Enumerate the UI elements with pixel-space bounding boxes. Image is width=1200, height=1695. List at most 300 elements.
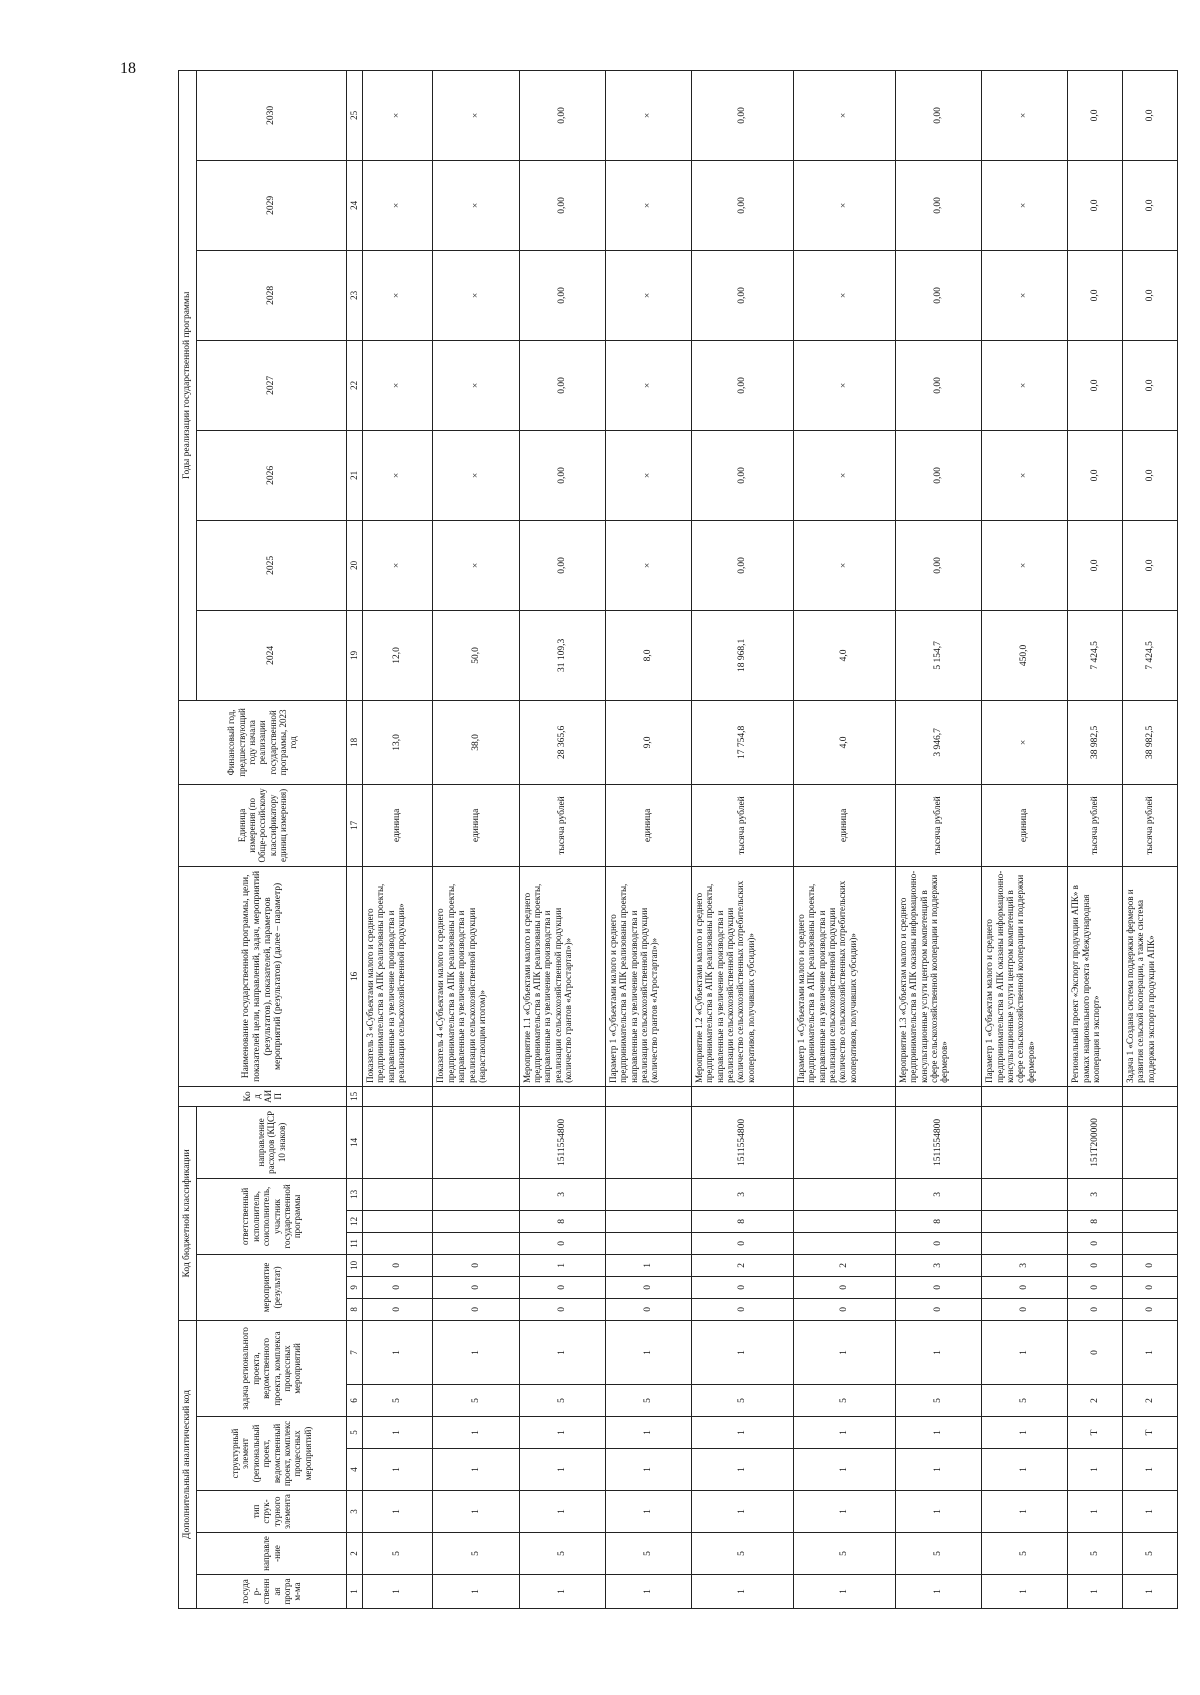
header-unit: Единица измерения (по Обще-российскому классификатору единиц измерения) [179, 784, 347, 866]
row-year-value: 8,0 [605, 610, 691, 700]
row-unit: единица [433, 784, 519, 866]
code-cell: 0 [519, 1298, 605, 1320]
code-cell: 5 [794, 1385, 896, 1417]
col-number: 5 [347, 1417, 363, 1449]
header-year-2027: 2027 [197, 340, 347, 430]
code-cell [519, 1086, 605, 1106]
code-cell [363, 1086, 433, 1106]
header-struct-element: структурный элемент (региональный проект, ведомственный проект, комплекс процессных мероприятий) [197, 1417, 347, 1491]
code-cell [433, 1086, 519, 1106]
row-year-value: 0,0 [1068, 70, 1123, 160]
row-year-value: 0,0 [1123, 520, 1178, 610]
code-cell: 5 [519, 1533, 605, 1575]
code-cell: 5 [605, 1533, 691, 1575]
table-row [794, 70, 896, 1608]
code-cell [692, 1086, 794, 1106]
header-year-2025: 2025 [197, 520, 347, 610]
row-year-value: 0,0 [1123, 160, 1178, 250]
code-cell: 1 [519, 1417, 605, 1449]
code-cell: 0 [363, 1298, 433, 1320]
code-cell: 5 [519, 1385, 605, 1417]
code-cell [982, 1210, 1068, 1232]
code-cell: 0 [433, 1298, 519, 1320]
code-cell [433, 1232, 519, 1254]
row-year-value: × [433, 70, 519, 160]
row-year-value: × [363, 160, 433, 250]
row-year-value: × [605, 430, 691, 520]
row-name: Мероприятие 1.2 «Субъектами малого и среднего предпринимательства в АПК реализованы проекты, направленные на увеличение производства и реализации сельскохозяйственной продукции (количество сельскохозяйственных потребительских кооперативов, получивших субсидии)» [692, 866, 794, 1086]
code-cell [433, 1178, 519, 1210]
row-year-value: 0,00 [519, 70, 605, 160]
code-cell: 1 [519, 1491, 605, 1533]
table-row [433, 70, 519, 1608]
code-cell [363, 1232, 433, 1254]
code-cell: 1 [794, 1491, 896, 1533]
row-year-value: 0,0 [1068, 250, 1123, 340]
code-cell: 1 [982, 1320, 1068, 1384]
code-cell: 0 [794, 1276, 896, 1298]
row-year-value: 0,00 [519, 340, 605, 430]
header-executor: ответственный исполнитель, соисполнитель, участник государственной программы [197, 1178, 347, 1254]
row-year-value: × [982, 340, 1068, 430]
code-cell: 1 [433, 1575, 519, 1609]
row-year-value: 0,00 [692, 430, 794, 520]
row-year-value: × [982, 520, 1068, 610]
code-cell: 3 [519, 1178, 605, 1210]
code-cell: 5 [433, 1533, 519, 1575]
row-year-value: 0,0 [1123, 340, 1178, 430]
code-cell [794, 1232, 896, 1254]
row-year-value: 0,0 [1068, 520, 1123, 610]
table-row [605, 70, 691, 1608]
code-cell: 5 [433, 1385, 519, 1417]
code-cell: 2 [692, 1254, 794, 1276]
code-cell: 3 [895, 1178, 981, 1210]
row-year-value: 18 968,1 [692, 610, 794, 700]
code-cell [1123, 1232, 1178, 1254]
code-cell: 8 [1068, 1210, 1123, 1232]
code-cell: 1 [982, 1491, 1068, 1533]
code-cell: 1 [794, 1320, 896, 1384]
code-cell [982, 1232, 1068, 1254]
row-year-value: 0,00 [692, 520, 794, 610]
code-cell: 1 [692, 1417, 794, 1449]
row-year-value: × [794, 160, 896, 250]
col-number: 18 [347, 700, 363, 784]
header-group-budget: Код бюджетной классификации [179, 1106, 197, 1320]
code-cell [794, 1178, 896, 1210]
row-year-value: × [433, 430, 519, 520]
code-cell: 1 [1123, 1449, 1178, 1491]
col-number: 8 [347, 1298, 363, 1320]
code-cell: 1 [1123, 1491, 1178, 1533]
row-unit: тысяча рублей [1123, 784, 1178, 866]
row-year-value: × [363, 430, 433, 520]
row-year-value: 0,00 [519, 520, 605, 610]
row-year-value: 0,00 [692, 160, 794, 250]
code-cell: 3 [982, 1254, 1068, 1276]
code-cell: 0 [363, 1276, 433, 1298]
row-year-value: × [363, 70, 433, 160]
code-cell [1123, 1178, 1178, 1210]
row-year-value: 0,00 [519, 250, 605, 340]
code-cell: 0 [982, 1276, 1068, 1298]
code-cell: 5 [363, 1385, 433, 1417]
row-base-year-value: 3 946,7 [895, 700, 981, 784]
code-cell: 1 [433, 1320, 519, 1384]
header-year-2026: 2026 [197, 430, 347, 520]
code-cell: 1 [982, 1449, 1068, 1491]
code-cell: 0 [895, 1232, 981, 1254]
row-year-value: × [363, 340, 433, 430]
row-year-value: 0,00 [895, 160, 981, 250]
code-cell: 0 [895, 1276, 981, 1298]
row-name: Показатель 4 «Субъектами малого и среднего предпринимательства в АПК реализованы проекты, направленные на увеличение производства и реализации сельскохозяйственной продукции (нарастающим итогом)» [433, 866, 519, 1086]
code-cell: 1 [605, 1575, 691, 1609]
row-year-value: 0,00 [895, 250, 981, 340]
code-cell: 0 [692, 1276, 794, 1298]
col-number: 16 [347, 866, 363, 1086]
col-number: 2 [347, 1533, 363, 1575]
code-cell: 0 [895, 1298, 981, 1320]
code-cell: 151Т200000 [1068, 1106, 1123, 1178]
row-year-value: 0,00 [895, 340, 981, 430]
code-cell: 1 [363, 1449, 433, 1491]
row-name: Параметр 1 «Субъектам малого и среднего предпринимательства в АПК оказаны информационно-консультационные услуги центром компетенций в сфере сельскохозяйственной кооперации и поддержки фермеров» [982, 866, 1068, 1086]
header-struct-type: тип струк-турного элемента [197, 1491, 347, 1533]
col-number: 10 [347, 1254, 363, 1276]
code-cell: 0 [692, 1232, 794, 1254]
code-cell [982, 1086, 1068, 1106]
code-cell: 2 [794, 1254, 896, 1276]
table-row [1068, 70, 1123, 1608]
table-row [692, 70, 794, 1608]
col-number: 3 [347, 1491, 363, 1533]
code-cell: 0 [363, 1254, 433, 1276]
code-cell: 5 [982, 1385, 1068, 1417]
code-cell [363, 1210, 433, 1232]
code-cell: 5 [982, 1533, 1068, 1575]
code-cell: 1 [794, 1575, 896, 1609]
row-unit: тысяча рублей [692, 784, 794, 866]
col-number: 17 [347, 784, 363, 866]
code-cell [433, 1106, 519, 1178]
row-year-value: 0,00 [519, 160, 605, 250]
row-name: Мероприятие 1.3 «Субъектам малого и среднего предпринимательства в АПК оказаны информационно-консультационные услуги центром компетенций в сфере сельскохозяйственной кооперации и поддержки фермеров» [895, 866, 981, 1086]
col-number: 20 [347, 520, 363, 610]
code-cell: 0 [519, 1276, 605, 1298]
row-year-value: 0,0 [1123, 430, 1178, 520]
code-cell [982, 1178, 1068, 1210]
code-cell: 1 [363, 1320, 433, 1384]
row-name: Показатель 3 «Субъектами малого и среднего предпринимательства в АПК реализованы проекты, направленные на увеличение производства и реализации сельскохозяйственной продукции» [363, 866, 433, 1086]
code-cell: 0 [692, 1298, 794, 1320]
table-row [982, 70, 1068, 1608]
code-cell: 3 [1068, 1178, 1123, 1210]
row-year-value: × [605, 340, 691, 430]
row-base-year-value: 13,0 [363, 700, 433, 784]
code-cell: Т [1123, 1417, 1178, 1449]
code-cell: 1 [692, 1491, 794, 1533]
row-year-value: 0,00 [895, 520, 981, 610]
header-expense-dir: направление расходов (КЦСР 10 знаков) [197, 1106, 347, 1178]
row-year-value: × [433, 250, 519, 340]
row-base-year-value: 17 754,8 [692, 700, 794, 784]
code-cell [433, 1210, 519, 1232]
table-row [363, 70, 433, 1608]
row-year-value: × [605, 520, 691, 610]
code-cell: 0 [519, 1232, 605, 1254]
code-cell: 1 [1123, 1575, 1178, 1609]
code-cell: 1 [363, 1575, 433, 1609]
code-cell: 1 [605, 1320, 691, 1384]
code-cell: 0 [605, 1298, 691, 1320]
row-year-value: × [794, 340, 896, 430]
row-name: Мероприятие 1.1 «Субъектами малого и среднего предпринимательства в АПК реализованы проекты, направленные на увеличение производства и реализации сельскохозяйственной продукции (количество грантов «Агростартап»)» [519, 866, 605, 1086]
code-cell: 0 [1068, 1276, 1123, 1298]
table-row [895, 70, 981, 1608]
row-base-year-value: 38,0 [433, 700, 519, 784]
row-year-value: 0,0 [1068, 340, 1123, 430]
col-number: 7 [347, 1320, 363, 1384]
code-cell: 5 [1068, 1533, 1123, 1575]
page-number: 18 [120, 60, 136, 77]
code-cell [605, 1210, 691, 1232]
code-cell: 1 [605, 1417, 691, 1449]
header-gos-prog: государ-ственная програм-ма [197, 1575, 347, 1609]
code-cell [794, 1086, 896, 1106]
code-cell: 1 [605, 1449, 691, 1491]
code-cell [363, 1178, 433, 1210]
code-cell: 8 [895, 1210, 981, 1232]
header-year-2028: 2028 [197, 250, 347, 340]
row-unit: единица [605, 784, 691, 866]
code-cell: 0 [605, 1276, 691, 1298]
code-cell: 5 [692, 1385, 794, 1417]
code-cell: 0 [1068, 1320, 1123, 1384]
col-number: 4 [347, 1449, 363, 1491]
header-year-2030: 2030 [197, 70, 347, 160]
program-table [178, 70, 1178, 1609]
row-year-value: 0,00 [895, 70, 981, 160]
row-unit: единица [794, 784, 896, 866]
code-cell: 1 [794, 1449, 896, 1491]
col-number: 12 [347, 1210, 363, 1232]
code-cell: 1 [692, 1575, 794, 1609]
col-number: 9 [347, 1276, 363, 1298]
code-cell: 5 [895, 1533, 981, 1575]
row-year-value: × [982, 70, 1068, 160]
row-unit: тысяча рублей [895, 784, 981, 866]
code-cell: 1 [1068, 1449, 1123, 1491]
col-number: 22 [347, 340, 363, 430]
code-cell: 0 [1123, 1298, 1178, 1320]
header-direction: направле-ние [197, 1533, 347, 1575]
code-cell: 1 [605, 1254, 691, 1276]
col-number: 25 [347, 70, 363, 160]
code-cell [605, 1106, 691, 1178]
col-number: 14 [347, 1106, 363, 1178]
rotated-table-container [178, 89, 1178, 1609]
code-cell [895, 1086, 981, 1106]
code-cell: 1 [433, 1449, 519, 1491]
header-base-year: Финансовый год, предшествующий году начала реализации государственной программы, 2023 год [179, 700, 347, 784]
row-year-value: 0,00 [692, 340, 794, 430]
code-cell [794, 1106, 896, 1178]
row-year-value: 4,0 [794, 610, 896, 700]
col-number: 11 [347, 1232, 363, 1254]
row-unit: тысяча рублей [1068, 784, 1123, 866]
row-unit: единица [982, 784, 1068, 866]
header-group-years: Годы реализации государственной программы [179, 70, 197, 700]
code-cell: 8 [519, 1210, 605, 1232]
header-name: Наименование государственной программы, цели, показателей цели, направлений, задач, мероприятий (результатов), показателей, параметров мероприятий (результатов) (далее – параметр) [179, 866, 347, 1086]
row-base-year-value: 38 982,5 [1123, 700, 1178, 784]
code-cell: 1 [519, 1254, 605, 1276]
row-year-value: × [982, 430, 1068, 520]
col-number: 23 [347, 250, 363, 340]
code-cell: 0 [982, 1298, 1068, 1320]
col-number: 1 [347, 1575, 363, 1609]
col-number: 21 [347, 430, 363, 520]
header-year-2029: 2029 [197, 160, 347, 250]
row-year-value: × [982, 160, 1068, 250]
row-year-value: 12,0 [363, 610, 433, 700]
code-cell [1068, 1086, 1123, 1106]
row-year-value: × [982, 250, 1068, 340]
header-task: задача регионального проекта, ведомственного проекта, комплекса процессных мероприятий [197, 1320, 347, 1416]
row-year-value: × [794, 520, 896, 610]
row-year-value: 0,0 [1123, 70, 1178, 160]
row-base-year-value: 38 982,5 [1068, 700, 1123, 784]
row-year-value: 7 424,5 [1068, 610, 1123, 700]
row-year-value: 0,00 [692, 250, 794, 340]
code-cell: 0 [1068, 1232, 1123, 1254]
code-cell: 1 [1123, 1320, 1178, 1384]
row-name: Задача 1 «Создана система поддержки фермеров и развития сельской кооперации, а также система поддержки экспорта продукции АПК» [1123, 866, 1178, 1086]
code-cell: 1 [433, 1417, 519, 1449]
row-year-value: 0,0 [1068, 160, 1123, 250]
code-cell: 1 [895, 1449, 981, 1491]
code-cell: 1 [692, 1449, 794, 1491]
code-cell: 5 [895, 1385, 981, 1417]
code-cell: 2 [1068, 1385, 1123, 1417]
row-base-year-value: 28 365,6 [519, 700, 605, 784]
row-year-value: 450,0 [982, 610, 1068, 700]
row-year-value: × [605, 250, 691, 340]
row-year-value: × [794, 430, 896, 520]
code-cell: 1 [433, 1491, 519, 1533]
row-name: Параметр 1 «Субъектами малого и среднего предпринимательства в АПК реализованы проекты, направленные на увеличение производства и реализации сельскохозяйственной продукции (количество сельскохозяйственных потребительских кооперативов, получивших субсидии)» [794, 866, 896, 1086]
code-cell [1123, 1086, 1178, 1106]
code-cell: 5 [363, 1533, 433, 1575]
code-cell: 1 [363, 1417, 433, 1449]
code-cell: 1 [982, 1575, 1068, 1609]
row-year-value: × [433, 160, 519, 250]
row-year-value: × [605, 70, 691, 160]
row-base-year-value: 4,0 [794, 700, 896, 784]
code-cell: 1 [1068, 1491, 1123, 1533]
code-cell: 1 [895, 1320, 981, 1384]
col-number: 24 [347, 160, 363, 250]
row-year-value: 5 154,7 [895, 610, 981, 700]
row-name: Региональный проект «Экспорт продукции АПК» в рамках национального проекта «Международная кооперация и экспорт» [1068, 866, 1123, 1086]
row-unit: тысяча рублей [519, 784, 605, 866]
row-year-value: 31 109,3 [519, 610, 605, 700]
code-cell: 1 [519, 1320, 605, 1384]
row-year-value: × [433, 340, 519, 430]
row-year-value: 7 424,5 [1123, 610, 1178, 700]
code-cell [1123, 1106, 1178, 1178]
code-cell: 3 [895, 1254, 981, 1276]
row-year-value: 0,00 [519, 430, 605, 520]
code-cell: 5 [605, 1385, 691, 1417]
code-cell: 1 [895, 1491, 981, 1533]
row-name: Параметр 1 «Субъектами малого и среднего предпринимательства в АПК реализованы проекты, направленные на увеличение производства и реализации сельскохозяйственной продукции (количество грантов «Агростартап»)» [605, 866, 691, 1086]
code-cell [1123, 1210, 1178, 1232]
col-number: 13 [347, 1178, 363, 1210]
code-cell: 1 [895, 1575, 981, 1609]
code-cell: 1 [519, 1449, 605, 1491]
row-year-value: × [794, 250, 896, 340]
header-year-2024: 2024 [197, 610, 347, 700]
code-cell: 1 [982, 1417, 1068, 1449]
table-body [363, 70, 1178, 1608]
code-cell: 1511554800 [692, 1106, 794, 1178]
row-year-value: × [433, 520, 519, 610]
row-year-value: 0,0 [1123, 250, 1178, 340]
code-cell: 0 [1123, 1276, 1178, 1298]
code-cell: 2 [1123, 1385, 1178, 1417]
code-cell [605, 1086, 691, 1106]
row-unit: единица [363, 784, 433, 866]
col-number: 6 [347, 1385, 363, 1417]
code-cell [982, 1106, 1068, 1178]
code-cell [605, 1232, 691, 1254]
code-cell [605, 1178, 691, 1210]
code-cell: 1 [692, 1320, 794, 1384]
row-year-value: 0,00 [895, 430, 981, 520]
code-cell: 0 [1123, 1254, 1178, 1276]
code-cell: 1 [605, 1491, 691, 1533]
code-cell: 5 [794, 1533, 896, 1575]
header-group-analytic: Дополнительный аналитический код [179, 1320, 197, 1608]
code-cell: 0 [794, 1298, 896, 1320]
code-cell: 0 [433, 1254, 519, 1276]
code-cell: 1511554800 [895, 1106, 981, 1178]
code-cell: 5 [692, 1533, 794, 1575]
code-cell: 8 [692, 1210, 794, 1232]
header-aip: Код АИП [179, 1086, 347, 1106]
header-event: мероприятие (результат) [197, 1254, 347, 1320]
code-cell: 1 [363, 1491, 433, 1533]
row-base-year-value: × [982, 700, 1068, 784]
table-row [1123, 70, 1178, 1608]
col-number: 15 [347, 1086, 363, 1106]
code-cell: 1 [895, 1417, 981, 1449]
code-cell: 1 [1068, 1575, 1123, 1609]
code-cell: 0 [1068, 1254, 1123, 1276]
code-cell: 0 [433, 1276, 519, 1298]
row-year-value: × [363, 250, 433, 340]
code-cell: 1 [519, 1575, 605, 1609]
code-cell: 0 [1068, 1298, 1123, 1320]
row-year-value: × [363, 520, 433, 610]
row-year-value: 50,0 [433, 610, 519, 700]
code-cell: 3 [692, 1178, 794, 1210]
code-cell: Т [1068, 1417, 1123, 1449]
col-number: 19 [347, 610, 363, 700]
